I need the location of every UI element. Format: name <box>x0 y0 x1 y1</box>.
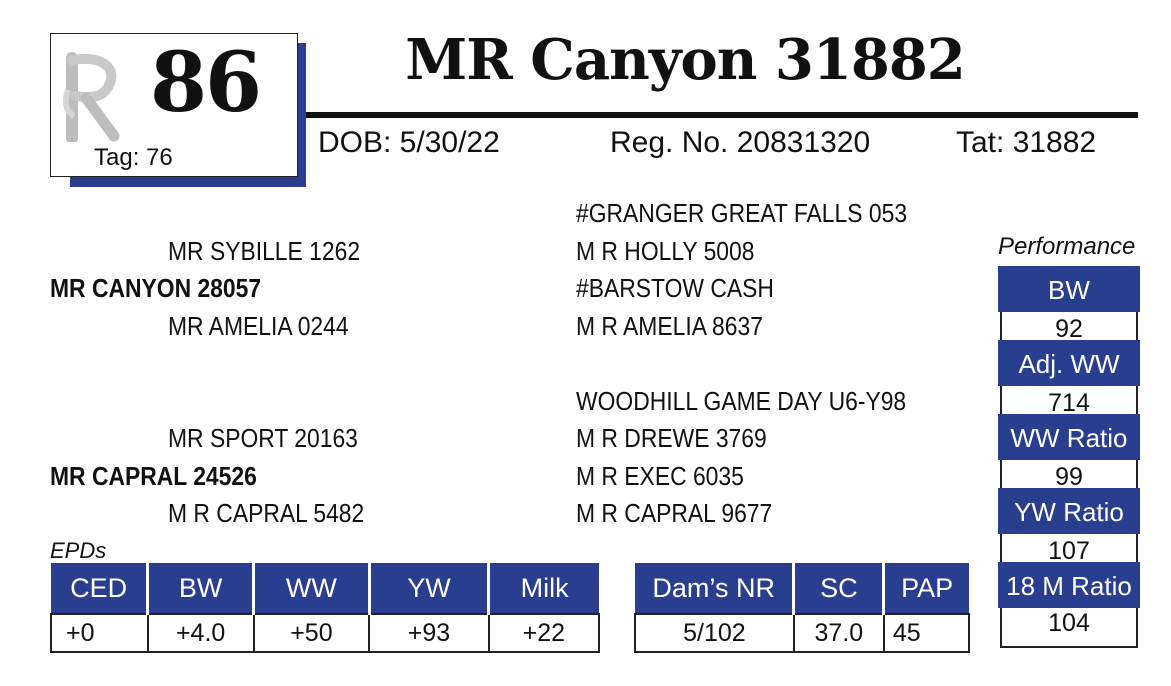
sc-header: SC <box>794 563 884 614</box>
pedigree-dam-sire-sire: WOODHILL GAME DAY U6-Y98 <box>576 386 907 416</box>
dam-nr-header: Dam’s NR <box>635 563 794 614</box>
pap-header: PAP <box>884 563 969 614</box>
performance-value: 99 <box>1000 460 1138 488</box>
pedigree-sire-sire-dam: M R HOLLY 5008 <box>576 236 755 266</box>
lot-number: 86 <box>150 35 261 131</box>
performance-label: YW Ratio <box>998 488 1140 534</box>
epd-value-bw: +4.0 <box>148 614 254 652</box>
epd-value-milk: +22 <box>489 614 599 652</box>
performance-value: 107 <box>1000 534 1138 562</box>
pedigree-dam-dam: M R CAPRAL 5482 <box>168 498 365 528</box>
performance-label: BW <box>998 266 1140 312</box>
pedigree-sire-dam-dam: M R AMELIA 8637 <box>576 311 763 341</box>
pedigree-sire-sire-sire: #GRANGER GREAT FALLS 053 <box>576 198 908 228</box>
dob-text: DOB: 5/30/22 <box>318 126 500 159</box>
pedigree-sire: MR CANYON 28057 <box>50 273 262 303</box>
dam-stats-table <box>634 563 970 653</box>
pedigree-dam-dam-sire: M R EXEC 6035 <box>576 461 744 491</box>
performance-column <box>998 266 1140 648</box>
tag-label: Tag: 76 <box>94 144 173 171</box>
epd-value-ced: +0 <box>51 614 148 652</box>
performance-value: 92 <box>1000 312 1138 340</box>
pap-value: 45 <box>884 614 969 652</box>
performance-label: 18 M Ratio <box>998 562 1140 608</box>
pedigree-dam: MR CAPRAL 24526 <box>50 461 257 491</box>
reg-number-text: Reg. No. 20831320 <box>610 126 871 159</box>
sc-value: 37.0 <box>794 614 884 652</box>
epd-value-ww: +50 <box>254 614 370 652</box>
pedigree-sire-dam: MR AMELIA 0244 <box>168 311 349 341</box>
epd-title: EPDs <box>50 538 107 563</box>
epd-header-yw: YW <box>369 563 488 614</box>
epd-table <box>50 563 600 653</box>
title-divider <box>306 112 1138 118</box>
dam-nr-value: 5/102 <box>635 614 794 652</box>
tattoo-text: Tat: 31882 <box>956 126 1097 159</box>
page-title: MR Canyon 31882 <box>405 27 965 93</box>
pedigree-dam-sire-dam: M R DREWE 3769 <box>576 423 767 453</box>
pedigree-sire-sire: MR SYBILLE 1262 <box>168 236 361 266</box>
epd-value-row <box>51 614 599 652</box>
pedigree-sire-dam-sire: #BARSTOW CASH <box>576 273 774 303</box>
r-brand-logo-icon <box>62 50 124 142</box>
pedigree-dam-dam-dam: M R CAPRAL 9677 <box>576 498 773 528</box>
pedigree-dam-sire: MR SPORT 20163 <box>168 423 358 453</box>
epd-header-row <box>51 563 599 614</box>
performance-value: 714 <box>1000 386 1138 414</box>
dam-stats-value-row <box>635 614 969 652</box>
dam-stats-header-row <box>635 563 969 614</box>
epd-header-ced: CED <box>51 563 148 614</box>
performance-label: Adj. WW <box>998 340 1140 386</box>
performance-value: 104 <box>1000 608 1138 648</box>
epd-header-milk: Milk <box>489 563 599 614</box>
epd-header-bw: BW <box>148 563 254 614</box>
performance-label: WW Ratio <box>998 414 1140 460</box>
performance-title: Performance <box>998 233 1136 260</box>
epd-header-ww: WW <box>254 563 370 614</box>
epd-value-yw: +93 <box>369 614 488 652</box>
